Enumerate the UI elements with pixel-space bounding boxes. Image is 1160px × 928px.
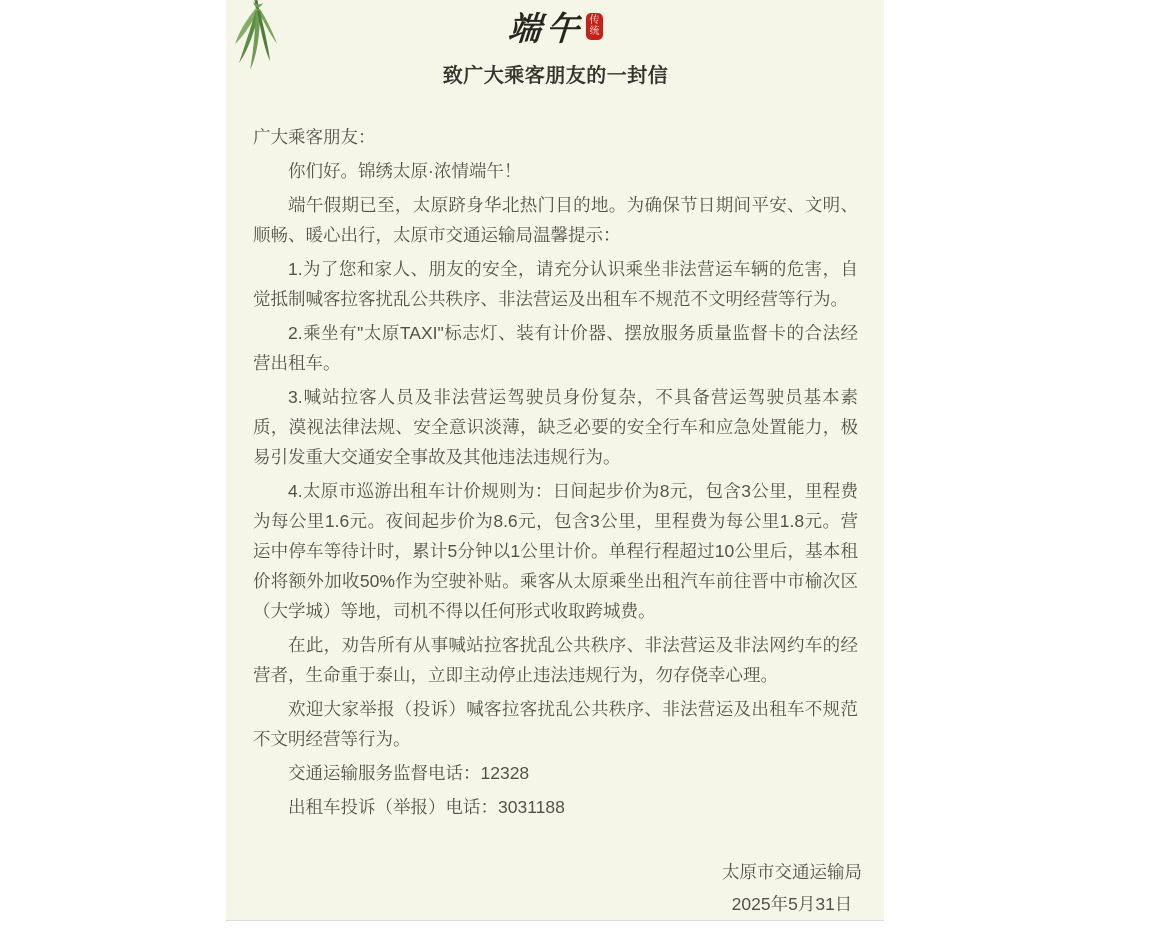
letter-paragraph: 4.太原市巡游出租车计价规则为：日间起步价为8元，包含3公里，里程费为每公里1.6元。夜间起步价为8.6元，包含3公里，里程费为每公里1.8元。营运中停车等待计时，累计5分钟以1公里计价。单程行程超过10公里后，基本租价将额外加收50%作为空驶补贴。乘客从太原乘坐出租汽车前往晋中市榆次区（大学城）等地，司机不得以任何形式收取跨城费。 (253, 481, 858, 621)
letter-paragraph: 交通运输服务监督电话：12328 (288, 763, 530, 783)
letter-paragraph: 3.喊站拉客人员及非法营运驾驶员身份复杂，不具备营运驾驶员基本素质，漠视法律法规、安全意识淡薄，缺乏必要的安全行车和应急处置能力，极易引发重大交通安全事故及其他违法违规行为。 (253, 387, 858, 467)
letter-paragraph: 欢迎大家举报（投诉）喊客拉客扰乱公共秩序、非法营运及出租车不规范不文明经营等行为。 (253, 699, 858, 749)
letter-paragraph: 2.乘坐有"太原TAXI"标志灯、装有计价器、摆放服务质量监督卡的合法经营出租车。 (253, 323, 858, 373)
seal-char-top: 传 (589, 15, 600, 26)
letter-body (253, 122, 858, 822)
letter-panel (226, 0, 884, 921)
signature-date: 2025年5月31日 (731, 894, 853, 914)
festival-title-row (253, 0, 858, 56)
letter-paragraph: 广大乘客朋友： (253, 127, 376, 147)
festival-calligraphy-title: 端午 (506, 9, 586, 48)
letter-paragraph: 端午假期已至，太原跻身华北热门目的地。为确保节日期间平安、文明、顺畅、暖心出行，太原市交通运输局温馨提示： (253, 195, 858, 245)
letter-paragraph: 在此，劝告所有从事喊站拉客扰乱公共秩序、非法营运及非法网约车的经营者，生命重于泰山，立即主动停止违法违规行为，勿存侥幸心理。 (253, 635, 858, 685)
signature-org: 太原市交通运输局 (722, 862, 862, 882)
letter-paragraph: 1.为了您和家人、朋友的安全，请充分认识乘坐非法营运车辆的危害，自觉抵制喊客拉客扰乱公共秩序、非法营运及出租车不规范不文明经营等行为。 (253, 259, 858, 309)
letter-paragraph: 你们好。锦绣太原·浓情端午！ (288, 161, 522, 181)
seal-char-bottom: 统 (589, 26, 600, 37)
tradition-seal-icon (586, 13, 603, 40)
letter-heading: 致广大乘客朋友的一封信 (442, 65, 669, 87)
letter-paragraph: 出租车投诉（举报）电话：3031188 (288, 797, 565, 817)
signature-block (722, 856, 862, 920)
